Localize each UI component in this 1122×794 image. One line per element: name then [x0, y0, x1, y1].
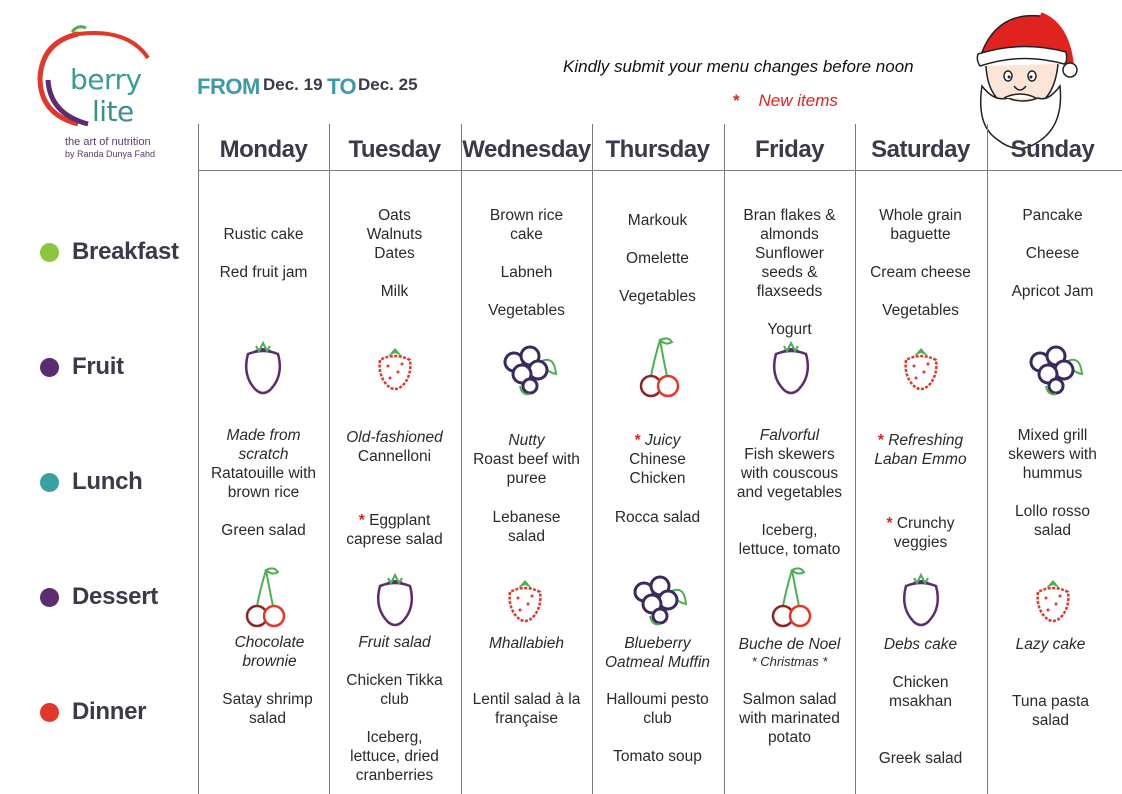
breakfast-item: Bran flakes & — [743, 207, 836, 224]
lunch-descriptor: Falvorful — [759, 427, 820, 444]
breakfast-item: Whole grain — [879, 207, 962, 224]
line-spacer — [198, 244, 329, 263]
meal-label-dinner — [40, 697, 146, 727]
santa-icon — [968, 6, 1080, 156]
dessert-name: Mhallabieh — [489, 635, 564, 652]
lunch-side: Lebanese — [492, 509, 561, 526]
breakfast-item: cake — [510, 226, 543, 243]
day-header-friday: Friday — [754, 136, 825, 163]
new-items-label: New items — [758, 91, 838, 110]
breakfast-item: Cheese — [1025, 245, 1080, 262]
meal-name: Dessert — [72, 583, 158, 610]
meal-name: Fruit — [72, 353, 124, 380]
dessert-thursday — [592, 634, 723, 672]
breakfast-item: Vegetables — [619, 288, 696, 305]
raspberry-icon — [490, 566, 560, 636]
dinner-tuesday — [329, 671, 460, 785]
lunch-dish: brown rice — [227, 484, 300, 501]
lunch-side: Crunchy — [896, 515, 955, 532]
lunch-side: Rocca salad — [614, 509, 701, 526]
new-item-star: * — [358, 512, 365, 529]
meal-label-fruit — [40, 352, 124, 382]
new-item-star: * — [634, 432, 641, 449]
breakfast-item: Rustic cake — [223, 226, 304, 243]
brand-logo — [28, 18, 178, 168]
breakfast-item: Apricot Jam — [1011, 283, 1094, 300]
line-spacer — [855, 711, 986, 730]
day-header-wednesday: Wednesday — [462, 136, 591, 163]
dinner-sunday — [985, 692, 1116, 730]
lunch-descriptor: Juicy — [645, 432, 681, 449]
dessert-name: Buche de Noel — [738, 636, 841, 653]
to-label: TO — [327, 74, 357, 99]
cherry-icon — [624, 332, 694, 402]
new-item-star: * — [733, 91, 740, 110]
meal-name: Dinner — [72, 698, 147, 725]
line-spacer — [855, 730, 986, 749]
line-spacer — [329, 263, 460, 282]
dessert-dot-icon — [40, 588, 59, 607]
lunch-dish: Ratatouille with — [210, 465, 317, 482]
lunch-dish: Chinese — [629, 451, 686, 468]
dinner-item: potato — [767, 729, 812, 746]
lunch-descriptor: Old-fashioned — [346, 429, 443, 446]
breakfast-item: almonds — [760, 226, 819, 243]
plum-icon — [360, 566, 430, 636]
logo-tagline: the art of nutrition — [65, 136, 151, 148]
breakfast-item: Red fruit jam — [219, 264, 308, 281]
lunch-dish: puree — [506, 470, 547, 487]
breakfast-item: Oats — [378, 207, 411, 224]
breakfast-monday — [198, 225, 329, 282]
logo-byline: by Randa Dunya Fahd — [65, 149, 156, 159]
line-spacer — [987, 225, 1118, 244]
meal-name: Lunch — [72, 468, 143, 495]
dessert-name: Blueberry — [624, 635, 691, 652]
lunch-dish: and vegetables — [736, 484, 843, 501]
dessert-name: Fruit salad — [358, 634, 431, 651]
lunch-dish: with couscous — [740, 465, 839, 482]
dessert-friday — [724, 635, 855, 670]
dinner-wednesday — [461, 690, 592, 728]
breakfast-saturday — [855, 206, 986, 320]
lunch-descriptor: Laban Emmo — [874, 451, 967, 468]
dinner-saturday — [855, 673, 986, 768]
lunch-side: salad — [507, 528, 546, 545]
lunch-thursday — [592, 431, 723, 527]
dinner-item: salad — [1031, 712, 1070, 729]
breakfast-dot-icon — [40, 243, 59, 262]
line-spacer — [724, 301, 855, 320]
breakfast-item: flaxseeds — [756, 283, 823, 300]
breakfast-tuesday — [329, 206, 460, 301]
plum-icon — [886, 566, 956, 636]
meal-label-breakfast — [40, 237, 179, 267]
lunch-tuesday — [329, 428, 460, 549]
lunch-dish: Chicken — [629, 470, 686, 487]
day-header-sunday: Sunday — [1010, 136, 1095, 163]
line-spacer — [592, 268, 723, 287]
dessert-name: Oatmeal Muffin — [604, 654, 711, 671]
meal-label-dessert — [40, 582, 158, 612]
cherry-icon — [230, 562, 300, 632]
breakfast-wednesday — [461, 206, 592, 320]
raspberry-icon — [886, 334, 956, 404]
dinner-item: Greek salad — [878, 750, 963, 767]
breakfast-item: seeds & — [761, 264, 818, 281]
dinner-item: Salmon salad — [742, 691, 837, 708]
line-spacer — [987, 263, 1118, 282]
dinner-item: Halloumi pesto — [606, 691, 709, 708]
dinner-item: Iceberg, — [366, 729, 423, 746]
day-header-saturday: Saturday — [871, 136, 970, 163]
meal-name: Breakfast — [72, 238, 179, 265]
dessert-name: brownie — [242, 653, 297, 670]
lunch-dish: Roast beef with — [473, 451, 580, 468]
lunch-dish: Mixed grill — [1017, 427, 1088, 444]
menu-change-notice: Kindly submit your menu changes before noon — [563, 57, 914, 76]
lunch-dish: hummus — [1022, 465, 1083, 482]
lunch-saturday — [855, 431, 986, 552]
dinner-item: Tuna pasta — [1012, 693, 1089, 710]
breakfast-item: Sunflower — [755, 245, 824, 262]
lunch-side: Lollo rosso — [1015, 503, 1090, 520]
meal-label-lunch — [40, 467, 143, 497]
day-header-tuesday: Tuesday — [348, 136, 441, 163]
dinner-item: Chicken — [892, 674, 949, 691]
lunch-descriptor: scratch — [238, 446, 289, 463]
blueberry-icon — [492, 332, 562, 402]
plum-icon — [228, 334, 298, 404]
dinner-item: Chicken Tikka — [346, 672, 443, 689]
from-date: Dec. 19 — [263, 75, 323, 94]
dinner-thursday — [592, 690, 723, 766]
breakfast-item: Yogurt — [767, 321, 812, 338]
lunch-descriptor: Made from — [226, 427, 301, 444]
new-items-legend — [733, 91, 838, 111]
breakfast-item: Dates — [374, 245, 415, 262]
dinner-item: Tomato soup — [613, 748, 702, 765]
dinner-item: msakhan — [889, 693, 952, 710]
breakfast-thursday — [592, 211, 723, 306]
dinner-item: cranberries — [355, 767, 434, 784]
breakfast-item: Pancake — [1022, 207, 1083, 224]
dessert-name: Debs cake — [883, 636, 958, 653]
dessert-monday — [204, 633, 335, 671]
dinner-item: Satay shrimp — [222, 691, 313, 708]
line-spacer — [592, 230, 723, 249]
lunch-side-line — [329, 511, 460, 530]
breakfast-friday — [724, 206, 855, 339]
line-spacer — [461, 282, 592, 301]
lunch-side: caprese salad — [346, 531, 443, 548]
breakfast-item: Vegetables — [488, 302, 565, 319]
lunch-side: Iceberg, — [761, 522, 818, 539]
breakfast-item: Markouk — [627, 212, 688, 229]
dessert-saturday — [855, 635, 986, 654]
lunch-side: Eggplant — [369, 512, 431, 529]
dinner-item: Lentil salad à la — [472, 691, 581, 708]
breakfast-item: Cream cheese — [870, 264, 971, 281]
to-date: Dec. 25 — [358, 75, 418, 94]
dessert-sunday — [985, 635, 1116, 654]
dessert-wednesday — [461, 634, 592, 653]
lunch-descriptor: Refreshing — [888, 432, 964, 449]
dinner-item: française — [495, 710, 558, 727]
raspberry-icon — [360, 334, 430, 404]
dessert-tuesday — [329, 633, 460, 652]
cherry-icon — [756, 562, 826, 632]
breakfast-item: Omelette — [626, 250, 689, 267]
dinner-dot-icon — [40, 703, 59, 722]
lunch-side: veggies — [893, 534, 948, 551]
lunch-dish: Fish skewers — [744, 446, 835, 463]
dessert-note: * Christmas * — [751, 654, 828, 669]
dinner-item: club — [643, 710, 672, 727]
new-item-star: * — [886, 515, 893, 532]
lunch-dish: skewers with — [1008, 446, 1097, 463]
breakfast-item: Walnuts — [366, 226, 423, 243]
lunch-dish: Cannelloni — [357, 448, 432, 465]
new-item-star: * — [877, 432, 884, 449]
raspberry-icon — [1018, 566, 1088, 636]
dinner-item: with marinated — [739, 710, 840, 727]
breakfast-item: Milk — [380, 283, 409, 300]
line-spacer — [855, 244, 986, 263]
header-divider — [198, 170, 1122, 171]
blueberry-icon — [622, 562, 692, 632]
lunch-side: lettuce, tomato — [738, 541, 841, 558]
lunch-sunday — [987, 426, 1118, 540]
line-spacer — [329, 709, 460, 728]
lunch-monday — [198, 426, 329, 540]
breakfast-item: Labneh — [500, 264, 553, 281]
plum-icon — [756, 334, 826, 404]
lunch-wednesday — [461, 431, 592, 546]
line-spacer — [855, 282, 986, 301]
breakfast-item: Vegetables — [882, 302, 959, 319]
lunch-side: Green salad — [221, 522, 306, 539]
breakfast-item: Brown rice — [489, 207, 564, 224]
dinner-friday — [724, 690, 855, 747]
breakfast-item: baguette — [890, 226, 951, 243]
line-spacer — [461, 244, 592, 263]
from-label: FROM — [197, 74, 260, 99]
blueberry-icon — [1018, 332, 1088, 402]
dinner-item: club — [380, 691, 409, 708]
dinner-item: salad — [248, 710, 287, 727]
lunch-friday — [724, 426, 855, 559]
dessert-name: Chocolate — [234, 634, 305, 651]
dinner-item: lettuce, dried — [350, 748, 439, 765]
breakfast-sunday — [987, 206, 1118, 301]
lunch-dot-icon — [40, 473, 59, 492]
logo-word-lite: lite — [92, 95, 134, 128]
lunch-side: salad — [1033, 522, 1072, 539]
lunch-descriptor: Nutty — [508, 432, 545, 449]
day-header-monday: Monday — [219, 136, 308, 163]
day-header-thursday: Thursday — [605, 136, 710, 163]
dessert-name: Lazy cake — [1015, 636, 1086, 653]
line-spacer — [592, 728, 723, 747]
fruit-dot-icon — [40, 358, 59, 377]
logo-word-berry: berry — [70, 63, 142, 96]
dinner-monday — [202, 690, 333, 728]
